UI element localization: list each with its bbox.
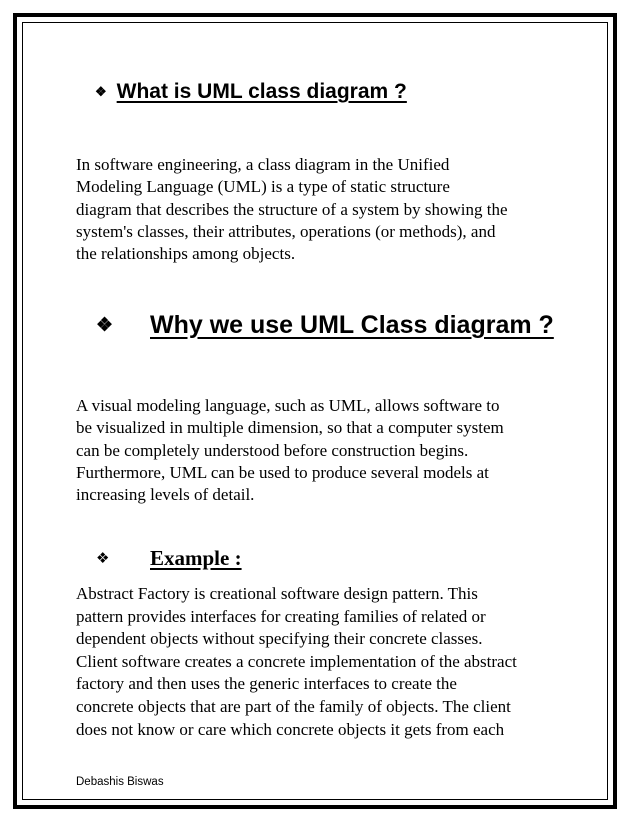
- diamond-bullet-icon: ❖: [96, 549, 110, 567]
- paragraph-line: diagram that describes the structure of a system by showing the: [76, 199, 508, 219]
- paragraph-uml-definition: [76, 154, 508, 265]
- paragraph-line: pattern provides interfaces for creating families of related or: [76, 606, 486, 626]
- diamond-bullet-icon: ❖: [96, 315, 114, 336]
- paragraph-line: In software engineering, a class diagram in the Unified: [76, 155, 450, 174]
- paragraph-line: increasing levels of detail.: [76, 485, 255, 505]
- paragraph-line: Furthermore, UML can be used to produce several models at: [76, 462, 489, 482]
- paragraph-line: A visual modeling language, such as UML, allows software to: [76, 396, 500, 415]
- diamond-bullet-icon: ❖: [95, 84, 107, 99]
- paragraph-line: factory and then uses the generic interfaces to create the: [76, 674, 457, 694]
- footer-author: Debashis Biswas: [76, 776, 164, 788]
- paragraph-line: does not know or care which concrete objects it gets from each: [76, 719, 505, 739]
- paragraph-line: dependent objects without specifying their concrete classes.: [76, 629, 483, 649]
- heading-text: Why we use UML Class diagram ?: [150, 311, 554, 339]
- paragraph-line: Modeling Language (UML) is a type of static structure: [76, 177, 450, 197]
- heading-what-is-uml: [95, 80, 407, 104]
- paragraph-uml-purpose: [76, 395, 504, 506]
- heading-why-use-uml: [96, 311, 554, 340]
- paragraph-line: concrete objects that are part of the family of objects. The client: [76, 696, 511, 716]
- paragraph-line: Client software creates a concrete implementation of the abstract: [76, 651, 517, 671]
- heading-example: [96, 546, 242, 571]
- paragraph-line: can be completely understood before construction begins.: [76, 440, 469, 460]
- paragraph-line: be visualized in multiple dimension, so that a computer system: [76, 418, 504, 438]
- paragraph-line: the relationships among objects.: [76, 244, 296, 264]
- paragraph-line: system's classes, their attributes, operations (or methods), and: [76, 221, 496, 241]
- paragraph-line: Abstract Factory is creational software design pattern. This: [76, 584, 478, 603]
- heading-text: Example :: [150, 546, 242, 570]
- paragraph-example: [76, 583, 517, 741]
- heading-text: What is UML class diagram ?: [116, 80, 407, 103]
